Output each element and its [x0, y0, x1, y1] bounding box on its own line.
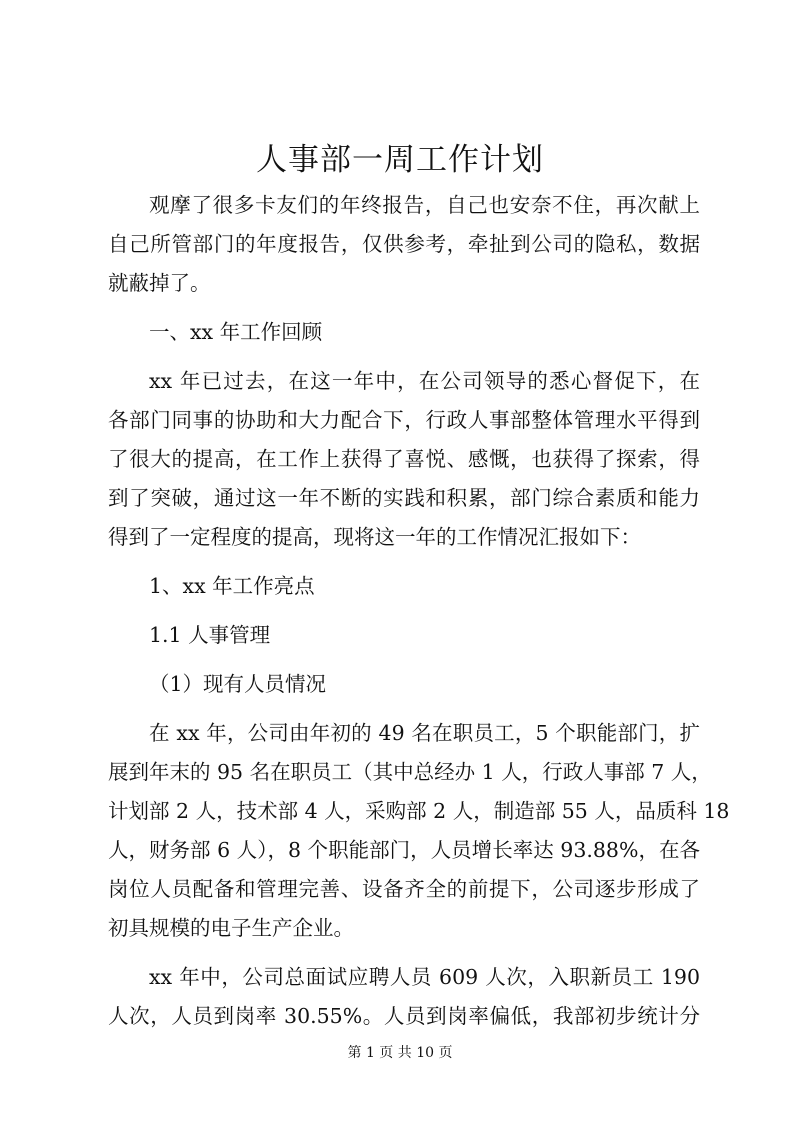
page-number: 第 1 页 共 10 页: [347, 1045, 453, 1061]
body-line: 各部门同事的协助和大力配合下，行政人事部整体管理水平得到: [108, 408, 700, 432]
body-line: 自己所管部门的年度报告，仅供参考，牵扯到公司的隐私，数据: [108, 232, 700, 256]
body-line: 计划部 2 人，技术部 4 人，采购部 2 人，制造部 55 人，品质科 18: [108, 799, 730, 823]
body-line: 观摩了很多卡友们的年终报告，自己也安奈不住，再次献上: [149, 193, 700, 217]
document-title: 人事部一周工作计划: [256, 142, 544, 178]
body-line: 人次，人员到岗率 30.55%。人员到岗率偏低，我部初步统计分: [108, 1004, 700, 1028]
body-line: 得到了一定程度的提高，现将这一年的工作情况汇报如下：: [108, 525, 641, 549]
body-line: xx 年已过去，在这一年中，在公司领导的悉心督促下，在: [149, 369, 700, 393]
body-line: 就蔽掉了。: [108, 271, 211, 295]
body-line: 了很大的提高，在工作上获得了喜悦、感慨，也获得了探索，得: [108, 447, 700, 471]
body-line: 到了突破，通过这一年不断的实践和积累，部门综合素质和能力: [108, 486, 700, 510]
body-line: 人，财务部 6 人），8 个职能部门，人员增长率达 93.88%，在各: [108, 838, 700, 862]
subsection-heading: 1、xx 年工作亮点: [149, 574, 315, 598]
section-heading: 一、xx 年工作回顾: [149, 320, 323, 344]
body-line: 岗位人员配备和管理完善、设备齐全的前提下，公司逐步形成了: [108, 877, 700, 901]
body-line: 展到年末的 95 名在职员工（其中总经办 1 人，行政人事部 7 人，: [108, 760, 712, 784]
subsection-heading: （1）现有人员情况: [149, 672, 327, 696]
document-body: [108, 186, 730, 1036]
body-line: 初具规模的电子生产企业。: [108, 916, 354, 940]
body-line: 在 xx 年，公司由年初的 49 名在职员工，5 个职能部门，扩: [149, 721, 700, 745]
subsection-heading: 1.1 人事管理: [149, 623, 271, 647]
body-line: xx 年中，公司总面试应聘人员 609 人次，入职新员工 190: [149, 965, 700, 989]
